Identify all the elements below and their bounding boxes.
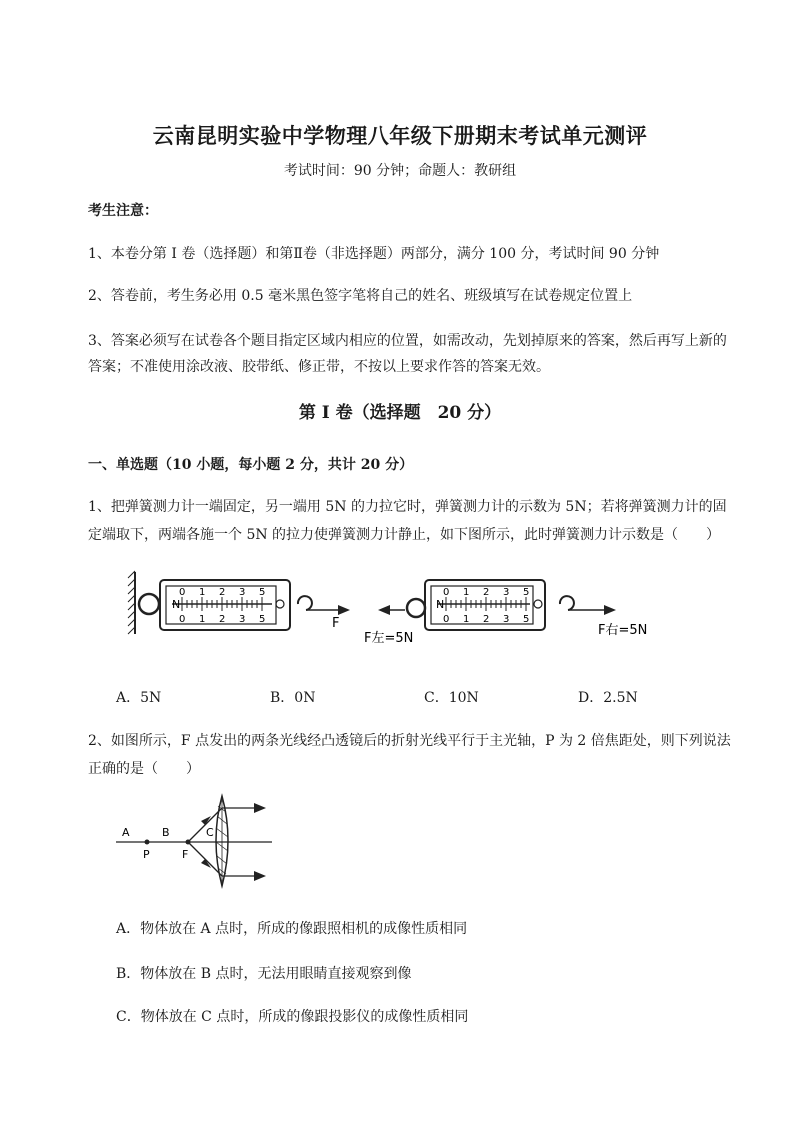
tick-label: 0 — [179, 614, 186, 625]
exam-info: 考试时间：90 分钟；命题人：教研组 — [283, 163, 517, 179]
tick-label: 0 — [179, 587, 186, 598]
tick-label: 1 — [463, 614, 470, 625]
page-title: 云南昆明实验中学物理八年级下册期末考试单元测评 — [152, 123, 648, 148]
tick-label: 5 — [259, 614, 266, 625]
question-1-text: 1、把弹簧测力计一端固定，另一端用 5N 的力拉它时，弹簧测力计的示数为 5N；若将弹簧测力计的固定端取下，两端各施一个 5N 的拉力使弹簧测力计静止，如下图所示，此时弹簧测力计示数是（ ） — [88, 499, 727, 543]
tick-label: 1 — [463, 587, 470, 598]
tick-label: 2 — [483, 614, 490, 625]
tick-label: 3 — [503, 614, 510, 625]
tick-label: 3 — [239, 614, 246, 625]
point-c-label: C — [206, 826, 214, 839]
spring-balance-right — [364, 580, 647, 646]
tick-label: 1 — [199, 614, 206, 625]
question-2-text: 2、如图所示，F 点发出的两条光线经凸透镜后的折射光线平行于主光轴，P 为 2 倍焦距处，则下列说法正确的是（ ） — [88, 733, 731, 777]
tick-label: 1 — [199, 587, 206, 598]
q1-option-d[interactable]: D．2.5N — [578, 690, 638, 706]
point-b-label: B — [162, 826, 170, 839]
tick-label: 5 — [523, 587, 530, 598]
q1-option-b[interactable]: B．0N — [270, 690, 316, 706]
tick-label: 5 — [523, 614, 530, 625]
part-heading: 一、单选题（10 小题，每小题 2 分，共计 20 分） — [88, 457, 414, 473]
q2-option-c[interactable]: C．物体放在 C 点时，所成的像跟投影仪的成像性质相同 — [116, 1009, 469, 1025]
tick-label: 2 — [219, 587, 226, 598]
note-item-1: 1、本卷分第 I 卷（选择题）和第Ⅱ卷（非选择题）两部分，满分 100 分，考试时间 90 分钟 — [88, 246, 660, 262]
tick-label: 2 — [219, 614, 226, 625]
point-p-label: P — [143, 848, 150, 861]
spring-balance-figure — [120, 566, 660, 650]
focus-f-label: F — [182, 848, 189, 861]
spring-balance-left — [139, 580, 350, 631]
note-item-2: 2、答卷前，考生务必用 0.5 毫米黑色签字笔将自己的姓名、班级填写在试卷规定位置上 — [88, 288, 633, 304]
zero-mark-right: N — [436, 598, 445, 611]
note-item-3: 3、答案必须写在试卷各个题目指定区域内相应的位置，如需改动，先划掉原来的答案，然后再写上新的答案；不准使用涂改液、胶带纸、修正带，不按以上要求作答的答案无效。 — [88, 333, 727, 375]
tick-label: 3 — [239, 587, 246, 598]
tick-label: 0 — [443, 587, 450, 598]
tick-label: 3 — [503, 587, 510, 598]
tick-label: 0 — [443, 614, 450, 625]
section-title: 第 I 卷（选择题 20 分） — [298, 403, 502, 423]
tick-label: 5 — [259, 587, 266, 598]
q2-option-b[interactable]: B．物体放在 B 点时，无法用眼睛直接观察到像 — [116, 966, 412, 982]
q1-option-c[interactable]: C．10N — [424, 690, 479, 706]
force-label-right: F右=5N — [598, 623, 648, 638]
convex-lens-figure — [110, 790, 280, 890]
q1-option-a[interactable]: A．5N — [116, 690, 162, 706]
q2-option-a[interactable]: A．物体放在 A 点时，所成的像跟照相机的成像性质相同 — [116, 921, 468, 937]
force-label-f: F — [332, 616, 340, 631]
point-a-label: A — [122, 826, 130, 839]
zero-mark-left: N — [172, 598, 181, 611]
notes-heading: 考生注意： — [88, 203, 158, 219]
force-label-left: F左=5N — [364, 631, 414, 646]
fixed-wall — [128, 571, 135, 634]
tick-label: 2 — [483, 587, 490, 598]
